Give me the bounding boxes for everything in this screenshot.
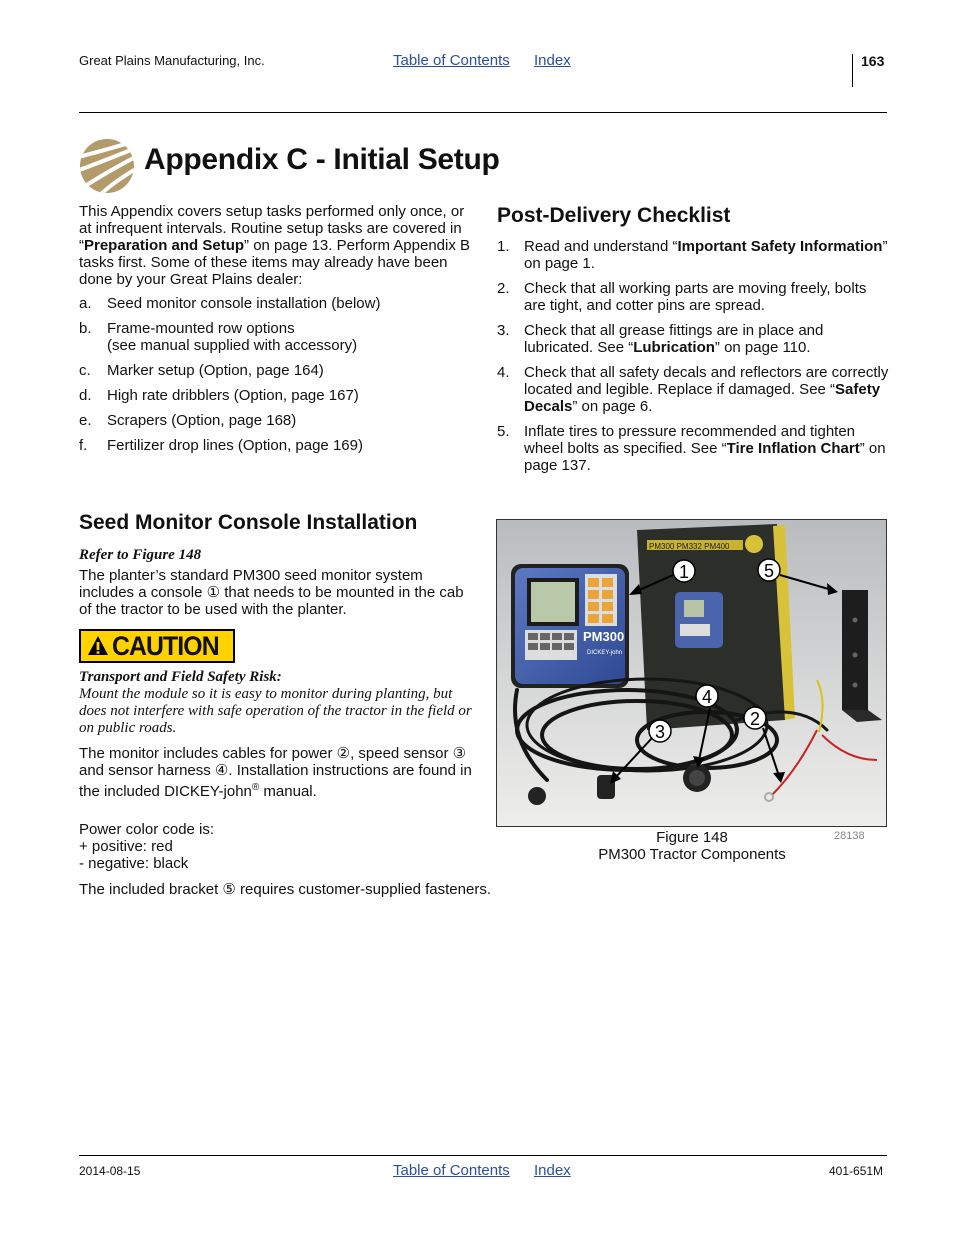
registered-mark: ® <box>251 782 260 793</box>
page-number: 163 <box>861 53 885 69</box>
intro-text-start: This Appendix covers setup tasks performed only once, or at infrequent intervals. Routine setup tasks are covered in “ <box>79 203 465 254</box>
item-text: Frame-mounted row options <box>107 320 295 337</box>
cables-paragraph <box>79 745 474 800</box>
checklist-item <box>497 364 892 415</box>
cables-text-end: manual. <box>259 783 317 800</box>
callout-2-number: 2 <box>749 709 761 729</box>
item-marker: d. <box>79 387 92 404</box>
callout-4 <box>696 685 718 707</box>
power-color-intro: Power color code is: <box>79 821 215 838</box>
item-text: Check that all working parts are moving freely, bolts are tight, and cotter pins are spread. <box>524 280 867 314</box>
item-ref: Tire Inflation Chart <box>726 440 860 457</box>
item-text: Fertilizer drop lines (Option, page 169) <box>107 437 363 454</box>
callout-5-number: 5 <box>763 561 775 581</box>
power-color-paragraph <box>79 821 474 872</box>
caution-text: CAUTION <box>112 630 219 661</box>
footer-rule <box>79 1155 887 1156</box>
item-text-end: ” on page 6. <box>572 398 653 415</box>
callout-1-number: 1 <box>678 562 690 582</box>
item-text: Inflate tires to pressure recommended and tighten wheel bolts as specified. See “ <box>524 423 856 457</box>
item-ref: Safety Decals <box>524 381 881 415</box>
console-unit <box>511 564 629 688</box>
callout-5 <box>758 559 780 581</box>
header-divider <box>852 54 853 87</box>
figure-148-photo <box>496 519 887 827</box>
item-marker: a. <box>79 295 92 312</box>
item-marker: e. <box>79 412 92 429</box>
item-text-end: ” on page 1. <box>524 238 888 272</box>
intro-paragraph <box>79 203 479 288</box>
power-positive: + positive: red <box>79 838 173 855</box>
footer-date: 2014-08-15 <box>79 1164 141 1178</box>
item-text: Read and understand “ <box>524 238 678 255</box>
pm300-components-illustration <box>497 520 887 827</box>
checklist-item <box>497 238 892 272</box>
header-index-link[interactable]: Index <box>534 52 571 69</box>
header-rule <box>79 112 887 113</box>
page-title: Appendix C - Initial Setup <box>144 143 500 176</box>
checklist-item <box>497 423 892 474</box>
item-marker: 1. <box>497 238 510 255</box>
console-model-label: PM300 <box>583 629 625 644</box>
item-text: Check that all grease fittings are in place and lubricated. See “ <box>524 322 824 356</box>
item-marker: f. <box>79 437 88 454</box>
list-item <box>79 437 479 454</box>
speed-sensor <box>528 787 546 805</box>
item-marker: c. <box>79 362 91 379</box>
company-name: Great Plains Manufacturing, Inc. <box>79 53 265 68</box>
bracket-paragraph: The included bracket ⑤ requires customer-supplied fasteners. <box>79 881 491 898</box>
item-subtext: (see manual supplied with accessory) <box>107 337 358 354</box>
figure-number: Figure 148 <box>656 829 728 846</box>
list-item <box>79 320 479 354</box>
item-text-end: ” on page 137. <box>524 440 886 474</box>
cables-text: The monitor includes cables for power ②, speed sensor ③ and sensor harness ④. Installation instructions are found in the included DICKEY-john <box>79 745 472 800</box>
item-marker: 2. <box>497 280 510 297</box>
risk-body: Mount the module so it is easy to monitor during planting, but does not interfere with safe operation of the tractor in the field or on public roads. <box>79 686 472 736</box>
console-paragraph: The planter’s standard PM300 seed monitor system includes a console ① that needs to be mounted in the cab of the tractor to be used with the planter. <box>79 567 464 618</box>
item-text: Scrapers (Option, page 168) <box>107 412 297 429</box>
power-negative: - negative: black <box>79 855 189 872</box>
header-toc-link[interactable]: Table of Contents <box>393 52 510 69</box>
callout-1 <box>673 560 695 582</box>
item-text: Check that all safety decals and reflectors are correctly located and legible. Replace if damaged. See “ <box>524 364 889 398</box>
footer-toc-link[interactable]: Table of Contents <box>393 1162 510 1179</box>
figure-title: PM300 Tractor Components <box>598 846 786 863</box>
seed-monitor-heading: Seed Monitor Console Installation <box>79 511 418 534</box>
great-plains-logo-icon <box>79 138 135 194</box>
caution-label <box>79 629 235 663</box>
checklist-item <box>497 280 892 314</box>
post-delivery-list <box>497 238 892 482</box>
item-text: High rate dribblers (Option, page 167) <box>107 387 359 404</box>
footer-index-link[interactable]: Index <box>534 1162 571 1179</box>
item-text: Marker setup (Option, page 164) <box>107 362 324 379</box>
callout-2 <box>744 707 766 729</box>
setup-task-list <box>79 295 479 462</box>
checklist-item <box>497 322 892 356</box>
harness-connector-face <box>689 770 705 786</box>
item-ref: Lubrication <box>633 339 715 356</box>
callout-3-number: 3 <box>654 722 666 742</box>
list-item <box>79 412 479 429</box>
doc-number: 401-651M <box>829 1164 884 1178</box>
risk-heading: Transport and Field Safety Risk: <box>79 669 282 685</box>
list-item <box>79 295 479 312</box>
console-brand-label: DICKEY-john <box>587 650 623 656</box>
callout-3 <box>649 720 671 742</box>
list-item <box>79 362 479 379</box>
item-ref: Important Safety Information <box>677 238 883 255</box>
post-delivery-heading: Post-Delivery Checklist <box>497 204 731 227</box>
item-text-end: ” on page 110. <box>714 339 811 356</box>
item-text: Seed monitor console installation (below) <box>107 295 381 312</box>
intro-text-end: ” on page 13. Perform Appendix B tasks first. Some of these items may already have been done by your Great Plains dealer: <box>79 237 471 288</box>
figure-reference: Refer to Figure 148 <box>79 547 202 563</box>
item-marker: b. <box>79 320 92 337</box>
item-marker: 3. <box>497 322 510 339</box>
photo-id: 28138 <box>834 830 865 842</box>
item-marker: 5. <box>497 423 510 440</box>
list-item <box>79 387 479 404</box>
intro-ref: Preparation and Setup <box>84 237 245 254</box>
callout-4-number: 4 <box>701 687 713 707</box>
item-marker: 4. <box>497 364 510 381</box>
manual-cover-title: PM300 PM332 PM400 <box>649 542 730 551</box>
figure-caption <box>497 829 887 863</box>
warning-triangle-icon <box>87 635 109 657</box>
